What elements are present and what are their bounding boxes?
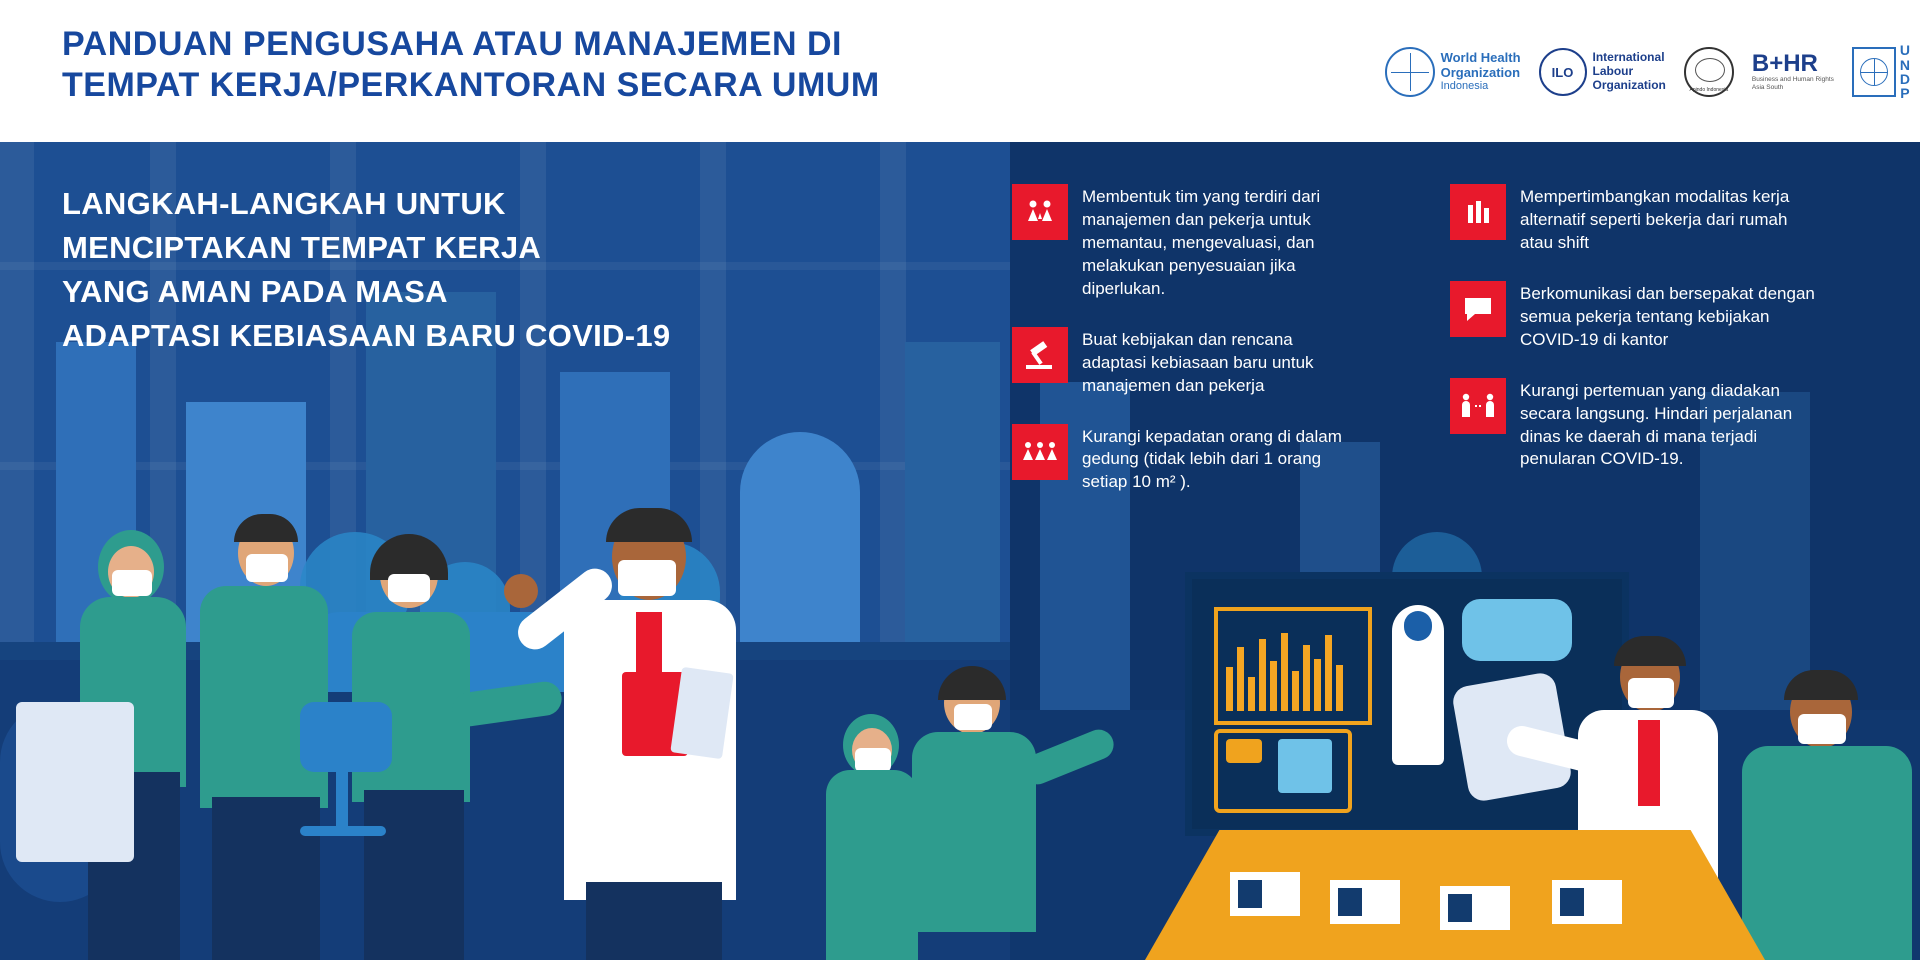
undp-logo [1852, 43, 1910, 100]
ilo-emblem-icon: ILO [1539, 48, 1587, 96]
ilo-logo-text [1593, 51, 1666, 92]
ilo-line1: International [1592, 50, 1665, 65]
apindo-logo [1684, 47, 1734, 97]
tip-text: Kurangi kepadatan orang di dalam gedung (tidak lebih dari 1 orang setiap 10 m² ). [1082, 426, 1342, 492]
tips-column-right [1450, 184, 1820, 497]
bhr-sub2: Asia South [1751, 84, 1784, 91]
undp-emblem-icon [1852, 47, 1896, 97]
bhr-sub1: Business and Human Rights [1751, 75, 1834, 83]
who-line1: World Health [1440, 50, 1521, 66]
crowd-density-icon [1012, 424, 1068, 480]
bhr-mark: B+HR [1751, 49, 1818, 77]
header-bar [0, 0, 1920, 142]
tip-item [1450, 378, 1820, 472]
tip-item [1450, 281, 1820, 352]
undp-letters: U N D P [1899, 42, 1910, 102]
tips-column-left [1012, 184, 1342, 520]
ilo-line3: Organization [1592, 77, 1666, 92]
tip-text: Berkomunikasi dan bersepakat dengan semua pekerja tentang kebijakan COVID-19 di kantor [1520, 283, 1815, 349]
tip-text: Kurangi pertemuan yang diadakan secara langsung. Hindari perjalanan dinas ke daerah di mana terjadi penularan COVID-19. [1520, 380, 1793, 469]
ilo-logo [1539, 48, 1666, 96]
apindo-emblem-icon [1684, 47, 1734, 97]
table-paper [1552, 880, 1622, 924]
screen-face-mask-icon [1462, 599, 1572, 661]
physical-distancing-icon [1450, 378, 1506, 434]
apindo-caption: Apindo Indonesia [1689, 87, 1729, 93]
who-emblem-icon [1385, 47, 1435, 97]
presentation-screen [1185, 572, 1629, 836]
headline-line-3: YANG AMAN PADA MASA [62, 274, 448, 310]
bar-chart-shift-icon [1450, 184, 1506, 240]
tip-item [1012, 424, 1342, 495]
undp-globe-icon [1860, 58, 1888, 86]
ilo-line2: Labour [1592, 64, 1634, 79]
tip-text: Mempertimbangkan modalitas kerja alternatif seperti bekerja dari rumah atau shift [1520, 187, 1790, 252]
page-title-line1: PANDUAN PENGUSAHA ATAU MANAJEMEN DI [62, 25, 842, 63]
tip-text: Buat kebijakan dan rencana adaptasi kebiasaan baru untuk manajemen dan pekerja [1082, 329, 1314, 395]
headline-line-1: LANGKAH-LANGKAH UNTUK [62, 186, 506, 221]
speech-bubble-icon [1450, 281, 1506, 337]
who-logo-text [1441, 51, 1521, 92]
table-paper [1230, 872, 1300, 916]
page-title-line2: TEMPAT KERJA/PERKANTORAN SECARA UMUM [62, 66, 880, 105]
tip-item [1450, 184, 1820, 255]
bhr-logo [1751, 49, 1834, 92]
tip-text: Membentuk tim yang terdiri dari manajemen dan pekerja untuk memantau, mengevaluasi, dan melakukan penyesuaian jika diperlukan. [1082, 187, 1321, 298]
who-sub: Indonesia [1440, 80, 1489, 93]
tip-item [1012, 184, 1342, 301]
logo-row [1385, 22, 1910, 122]
who-line2: Organization [1440, 64, 1521, 80]
gavel-policy-icon [1012, 327, 1068, 383]
who-logo [1385, 47, 1521, 97]
headline-line-4: ADAPTASI KEBIASAAN BARU COVID-19 [62, 318, 671, 354]
headline-block [62, 182, 682, 358]
presentation-screen-inner [1192, 579, 1622, 829]
team-people-icon [1012, 184, 1068, 240]
page-title [62, 24, 1212, 107]
table-paper [1440, 886, 1510, 930]
tip-item [1012, 327, 1342, 398]
table-paper [1330, 880, 1400, 924]
illustration-canvas [0, 142, 1920, 960]
headline-line-2: MENCIPTAKAN TEMPAT KERJA [62, 230, 542, 266]
